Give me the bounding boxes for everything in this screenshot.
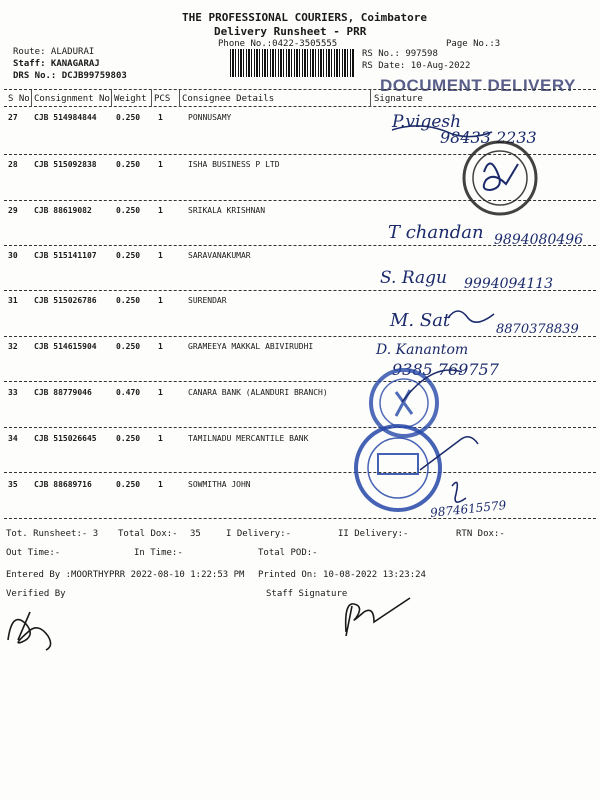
row-pcs: 1 [158, 434, 163, 443]
col-pcs: PCS [154, 94, 171, 104]
row-pcs: 1 [158, 251, 163, 260]
row-sno: 30 [8, 251, 18, 260]
row-pcs: 1 [158, 113, 163, 122]
route: Route: ALADURAI [13, 47, 95, 57]
row-sno: 27 [8, 113, 18, 122]
row-signature-name: T chandan [388, 222, 484, 243]
total-pod: Total POD:- [258, 548, 318, 558]
total-dox-label: Total Dox:- [118, 529, 178, 539]
row-signature-phone: 98433 2233 [440, 128, 537, 147]
row-pcs: 1 [158, 160, 163, 169]
i-delivery: I Delivery:- [226, 529, 292, 539]
total-dox-value: 35 [190, 529, 201, 539]
col-sno: S No [8, 94, 30, 104]
row-consignment: CJB 515141107 [34, 251, 97, 260]
row-signature-name: S. Ragu [380, 268, 448, 288]
col-signature: Signature [374, 94, 423, 104]
entered-by: Entered By :MOORTHYPRR 2022-08-10 1:22:53 PM [6, 570, 245, 580]
row-consignment: CJB 515026786 [34, 296, 97, 305]
row-consignee: TAMILNADU MERCANTILE BANK [188, 434, 309, 443]
row-weight: 0.250 [116, 296, 141, 305]
company-name: THE PROFESSIONAL COURIERS, Coimbatore [182, 11, 428, 24]
row-consignee: PONNUSAMY [188, 113, 232, 122]
row-sno: 31 [8, 296, 18, 305]
row-signature-name: P.vigesh [392, 112, 462, 132]
row-consignee: ISHA BUSINESS P LTD [188, 160, 280, 169]
row-signature-name: M. Sat [390, 310, 451, 331]
row-weight: 0.250 [116, 251, 141, 260]
out-time: Out Time:- [6, 548, 61, 558]
row-signature-phone: 9385 769757 [392, 360, 499, 379]
row-sno: 29 [8, 206, 18, 215]
row-consignment: CJB 514615904 [34, 342, 97, 351]
row-weight: 0.250 [116, 434, 141, 443]
row-signature-phone: 9874615579 [429, 498, 507, 520]
row-signature-phone: 9894080496 [494, 232, 584, 248]
printed-on: Printed On: 10-08-2022 13:23:24 [258, 570, 426, 580]
row-consignment: CJB 88779046 [34, 388, 92, 397]
row-consignment: CJB 515026645 [34, 434, 97, 443]
row-pcs: 1 [158, 206, 163, 215]
row-pcs: 1 [158, 388, 163, 397]
row-sno: 28 [8, 160, 18, 169]
row-consignee: CANARA BANK (ALANDURI BRANCH) [188, 388, 328, 397]
row-signature-name: D. Kanantom [376, 342, 469, 358]
sheet-title: Delivery Runsheet - PRR [214, 25, 367, 38]
row-consignment: CJB 515092838 [34, 160, 97, 169]
row-weight: 0.470 [116, 388, 141, 397]
row-signature-phone: 9994094113 [464, 276, 554, 292]
rs-date: RS Date: 10-Aug-2022 [362, 61, 471, 71]
row-consignee: SOWMITHA JOHN [188, 480, 251, 489]
row-weight: 0.250 [116, 206, 141, 215]
in-time: In Time:- [134, 548, 183, 558]
mercantile-bank-stamp-icon [356, 426, 440, 510]
row-consignment: CJB 88619082 [34, 206, 92, 215]
row-pcs: 1 [158, 480, 163, 489]
col-consignment: Consignment No [34, 94, 110, 104]
rtn-dox: RTN Dox:- [456, 529, 505, 539]
rs-number: RS No.: 997598 [362, 49, 438, 59]
document-delivery-stamp: DOCUMENT DELIVERY [380, 76, 576, 95]
row-sno: 35 [8, 480, 18, 489]
verified-by: Verified By [6, 589, 66, 599]
row-sno: 32 [8, 342, 18, 351]
staff-signature: Staff Signature [266, 589, 348, 599]
col-weight: Weight [114, 94, 147, 104]
staff: Staff: KANAGARAJ [13, 59, 100, 69]
row-weight: 0.250 [116, 160, 141, 169]
row-consignee: SURENDAR [188, 296, 227, 305]
row-weight: 0.250 [116, 113, 141, 122]
row-consignment: CJB 88689716 [34, 480, 92, 489]
row-pcs: 1 [158, 296, 163, 305]
row-sno: 33 [8, 388, 18, 397]
row-signature-phone: 8870378839 [496, 322, 579, 337]
col-consignee: Consignee Details [182, 94, 275, 104]
row-weight: 0.250 [116, 480, 141, 489]
phone-number: Phone No.:0422-3505555 [218, 39, 338, 49]
row-sno: 34 [8, 434, 18, 443]
row-consignee: SARAVANAKUMAR [188, 251, 251, 260]
row-consignee: GRAMEEYA MAKKAL ABIVIRUDHI [188, 342, 314, 351]
row-consignment: CJB 514984844 [34, 113, 97, 122]
row-weight: 0.250 [116, 342, 141, 351]
row-consignee: SRIKALA KRISHNAN [188, 206, 266, 215]
ii-delivery: II Delivery:- [338, 529, 409, 539]
row-pcs: 1 [158, 342, 163, 351]
page-number: Page No.:3 [446, 39, 501, 49]
drs-number: DRS No.: DCJB99759803 [13, 71, 127, 81]
tot-runsheet: Tot. Runsheet:- 3 [6, 529, 99, 539]
